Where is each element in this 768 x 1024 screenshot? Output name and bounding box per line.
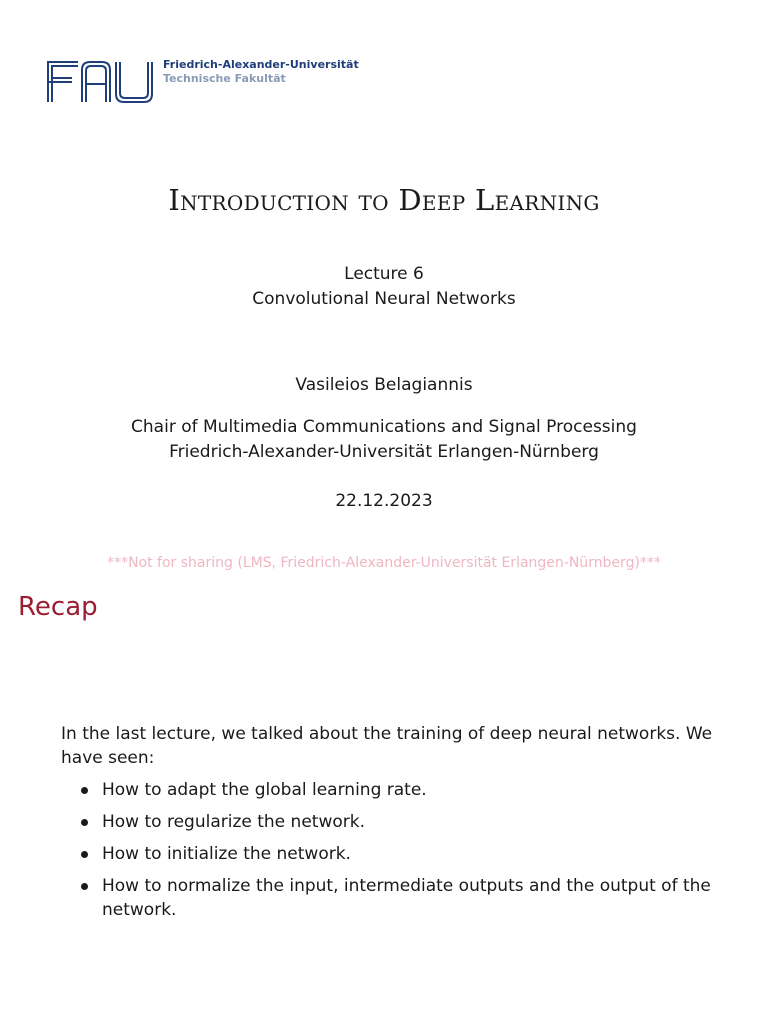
fau-logo-icon — [46, 58, 158, 104]
bullet-icon — [81, 851, 88, 858]
section-intro: In the last lecture, we talked about the training of deep neural networks. We have seen: — [61, 724, 713, 768]
fau-logo — [46, 58, 359, 104]
lecture-number: Lecture 6 — [344, 264, 424, 284]
bullet-text: How to normalize the input, intermediate outputs and the output of the network. — [102, 876, 711, 920]
lecture-date: 22.12.2023 — [335, 491, 433, 511]
list-item — [61, 778, 721, 802]
list-item — [61, 810, 721, 834]
page-title: Introduction to Deep Learning — [168, 183, 600, 217]
logo-faculty-name: Technische Fakultät — [163, 72, 286, 85]
bullet-icon — [81, 819, 88, 826]
bullet-text: How to initialize the network. — [102, 844, 351, 864]
logo-university-name: Friedrich-Alexander-Universität — [163, 58, 359, 71]
author-name: Vasileios Belagiannis — [295, 375, 473, 395]
list-item — [61, 874, 721, 922]
recap-bullet-list — [61, 778, 721, 930]
affiliation-chair: Chair of Multimedia Communications and Signal Processing — [131, 417, 637, 437]
bullet-text: How to adapt the global learning rate. — [102, 780, 427, 800]
bullet-icon — [81, 787, 88, 794]
sharing-watermark: ***Not for sharing (LMS, Friedrich-Alexander-Universität Erlangen-Nürnberg)*** — [107, 555, 661, 571]
list-item — [61, 842, 721, 866]
bullet-icon — [81, 883, 88, 890]
logo-text — [163, 58, 359, 86]
section-heading: Recap — [18, 592, 98, 622]
affiliation-university: Friedrich-Alexander-Universität Erlangen-Nürnberg — [169, 442, 599, 462]
bullet-text: How to regularize the network. — [102, 812, 365, 832]
lecture-subtitle: Convolutional Neural Networks — [252, 289, 516, 309]
